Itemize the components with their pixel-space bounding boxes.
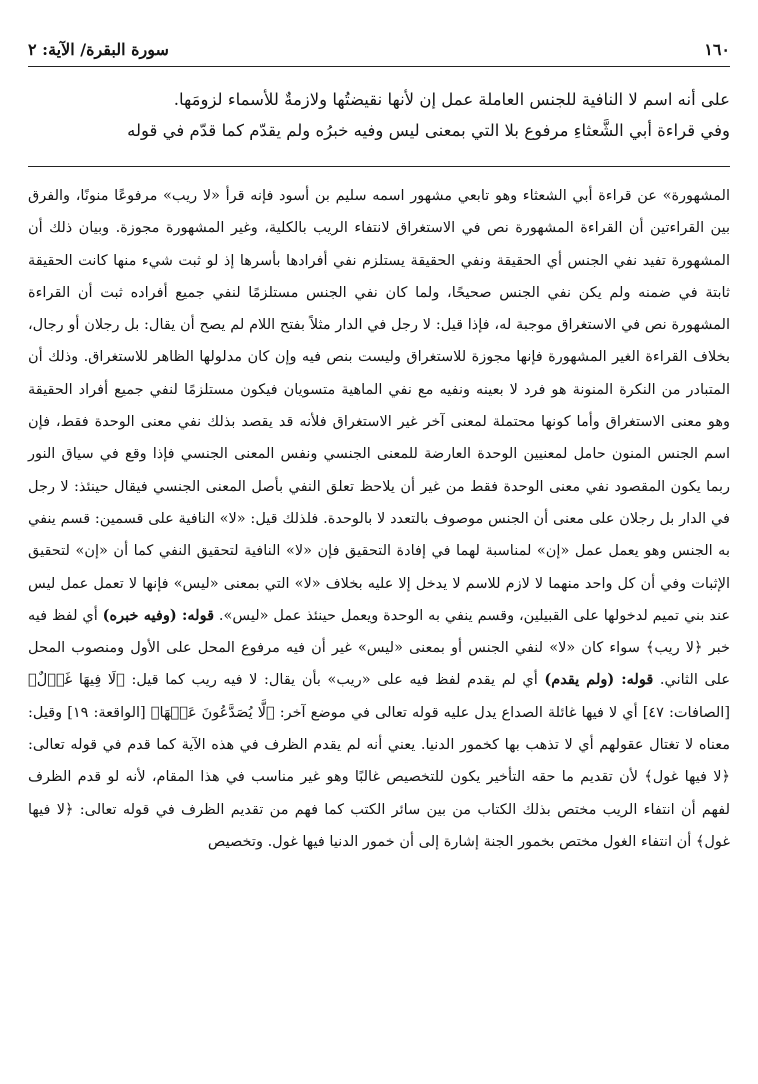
footnote-text-2: أي لفظ فيه خبر ﴿لا ريب﴾ سواء كان «لا» لنفي الجنس أو بمعنى «ليس» غير أن فيه مرفوع المحل على الأول ومنصوب المحل على الثاني. bbox=[28, 607, 730, 689]
footnote-text-3: أي لم يقدم لفظ فيه على «ريب» بأن يقال: لا فيه ريب كما قيل: ﴿لَا فِيهَا غَوۡلٌ﴾ [الصافات: ٤٧] أي لا فيها غائلة الصداع يدل عليه قوله تعالى في موضع آخر: ﴿لَّا يُصَدَّعُونَ عَنۡهَا﴾ [الواقعة: ١٩] وقيل: معناه لا تغتال عقولهم أي لا تذهب بها كخمور الدنيا. يعني أنه لم يقدم الظرف في هذه الآية كما قدم في قوله تعالى: ﴿لا فيها غول﴾ لأن تقديم ما حقه التأخير يكون للتخصيص غالبًا وهو غير مناسب في هذا المقام، لأنه لو قدم الظرف لفهم أن انتفاء الريب مختص بذلك الكتاب من بين سائر الكتب كما فهم من تقديم الظرف في قوله تعالى: ﴿لا فيها غول﴾ أن انتفاء الغول مختص بخمور الجنة إشارة إلى أن خمور الدنيا فيها غول. وتخصيص bbox=[28, 672, 730, 850]
main-text bbox=[28, 84, 730, 146]
commentary-heading-2: قوله: (ولم يقدم) bbox=[544, 671, 654, 689]
footnote-text-1: المشهورة» عن قراءة أبي الشعثاء وهو تابعي مشهور اسمه سليم بن أسود فإنه قرأ «لا ريب» مرفوعًا منونًا، والفرق بين القراءتين أن القراءة المشهورة نص في الاستغراق لانتفاء الريب بالكلية، وغير المشهورة مجوزة. وبيان ذلك أن المشهورة تفيد نفي الجنس أي الحقيقة ونفي الحقيقة يستلزم نفي أفرادها بأسرها إذ لو ثبت شيء منها كانت الحقيقة ثابتة في ضمنه ولم يكن نفي الجنس صحيحًا، ولما كان نفي الجنس مستلزمًا لنفي جميع أفراده ثبت أن القراءة المشهورة نص في الاستغراق موجبة له، فإذا قيل: لا رجل في الدار مثلاً بفتح اللام لم يصح أن يقال: بل رجلان أو رجال، بخلاف القراءة الغير المشهورة فإنها مجوزة للاستغراق وليست بنص فيه وإن كان مدلولها الظاهر للاستغراق. وذلك أن المتبادر من النكرة المنونة هو فرد لا بعينه ونفيه مع نفي الماهية متسويان فيكون مستلزمًا لنفي جميع أفراد الحقيقة وهو معنى الاستغراق وأما كونها محتملة لمعنى آخر غير الاستغراق فلأنه قد يقصد بذلك نفي معنى الوحدة فقط، فإن اسم الجنس المنون حامل لمعنيين الوحدة العارضة للمعنى الجنسي ونفس المعنى الجنسي فإذا وقع في سياق النور ربما يكون المقصود نفي معنى الوحدة فقط من غير أن يلاحظ تعلق النفي بأصل المعنى الجنسي فيقال حينئذ: لا رجل في الدار بل رجلان على معنى أن الجنس موصوف بالتعدد لا بالوحدة. فلذلك قيل: «لا» النافية على قسمين: قسم ينفي به الجنس وهو يعمل عمل «إن» لمناسبة لهما في إفادة التحقيق فإن «لا» النافية لتحقيق النفي كما أن «إن» لتحقيق الإثبات وفي أن كل واحد منهما لا لازم للاسم لا يدخل إلا عليه بخلاف «لا» التي بمعنى «ليس» فإنها لا تعمل عمل ليس عند بني تميم لدخولها على القبيلين، وقسم ينفي به الوحدة ويعمل حينئذ عمل «ليس». bbox=[28, 188, 730, 624]
page-header bbox=[28, 36, 730, 67]
page-number: ١٦٠ bbox=[704, 40, 730, 59]
footnote-paragraph bbox=[28, 180, 730, 858]
footnote-divider bbox=[28, 166, 730, 167]
surah-title: سورة البقرة/ الآية: ٢ bbox=[28, 40, 169, 59]
footnote-commentary bbox=[28, 180, 730, 858]
main-text-line-2: وفي قراءة أبي الشَّعثاءِ مرفوع بلا التي بمعنى ليس وفيه خبرُه ولم يقدّم كما قدّم في قوله bbox=[127, 121, 730, 140]
main-text-line-1: على أنه اسم لا النافية للجنس العاملة عمل إن لأنها نقيضتُها ولازمةٌ للأسماء لزومَها. bbox=[173, 90, 730, 109]
commentary-heading-1: قوله: (وفيه خبره) bbox=[102, 606, 214, 624]
